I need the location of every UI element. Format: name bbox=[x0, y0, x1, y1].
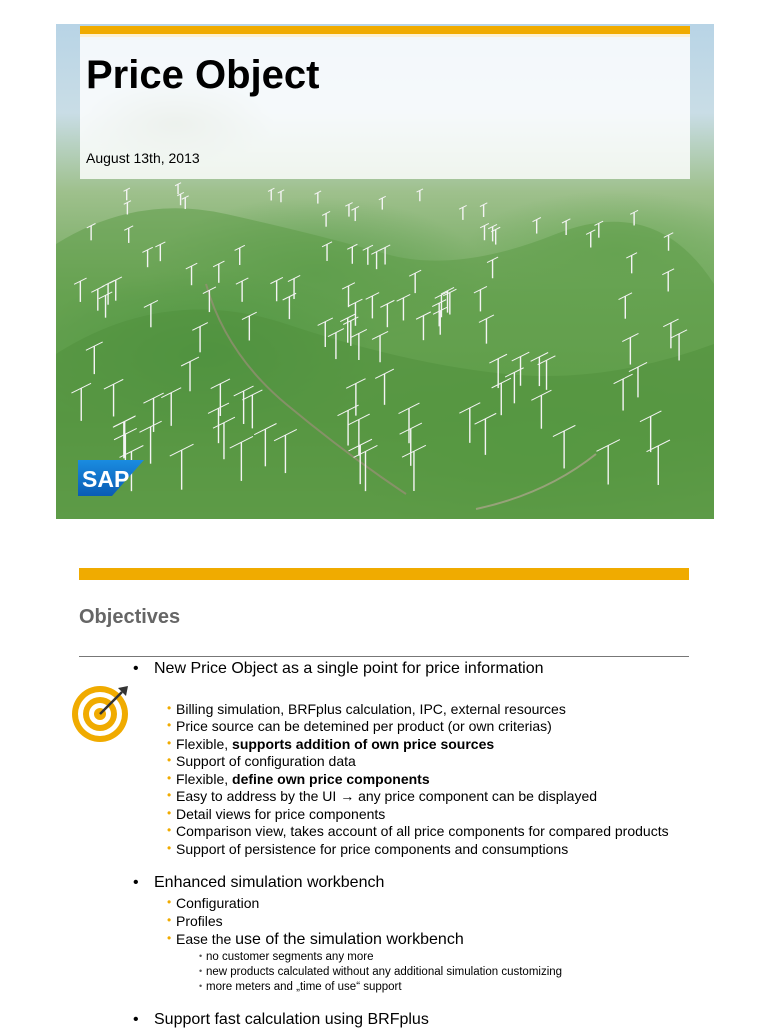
slide-heading: Objectives bbox=[79, 606, 181, 628]
accent-bar bbox=[79, 568, 689, 580]
bullet: • bbox=[167, 718, 172, 732]
bullet: • bbox=[167, 806, 172, 820]
target-icon bbox=[70, 682, 132, 744]
bullet: • bbox=[167, 753, 172, 767]
bullet: • bbox=[199, 951, 203, 961]
bullet: • bbox=[133, 874, 139, 891]
slide-title: Price Object bbox=[86, 53, 320, 97]
bullet: • bbox=[167, 841, 172, 855]
bullet: • bbox=[133, 660, 139, 677]
bullet: • bbox=[199, 966, 203, 976]
bullet: • bbox=[167, 701, 172, 715]
title-slide bbox=[56, 24, 714, 519]
bullet: • bbox=[167, 736, 172, 750]
bullet: • bbox=[133, 1011, 139, 1028]
bullet: • bbox=[167, 771, 172, 785]
sap-logo bbox=[78, 460, 144, 496]
bullet: • bbox=[167, 913, 172, 927]
bullet: • bbox=[167, 931, 172, 945]
bullet: • bbox=[167, 788, 172, 802]
bullet: • bbox=[167, 895, 172, 909]
slide-date: August 13th, 2013 bbox=[86, 150, 200, 166]
svg-text:SAP: SAP bbox=[82, 466, 130, 492]
bullet: • bbox=[167, 823, 172, 837]
bullet: • bbox=[199, 981, 203, 991]
divider bbox=[79, 656, 689, 657]
